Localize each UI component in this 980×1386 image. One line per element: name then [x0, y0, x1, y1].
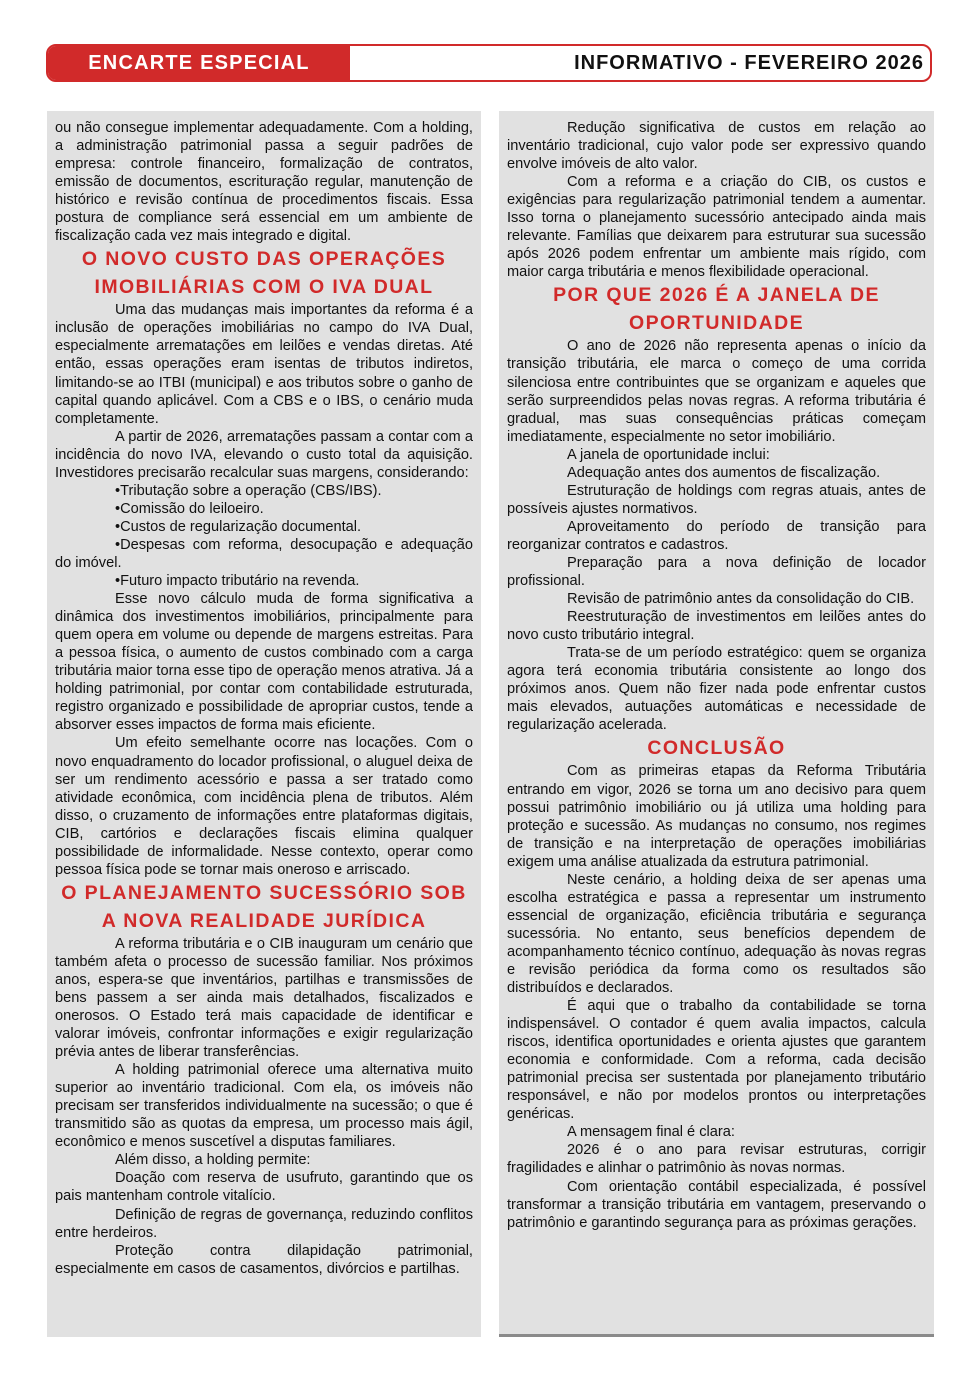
- column-bottom-rule: [499, 1334, 934, 1337]
- paragraph: A reforma tributária e o CIB inauguram um cenário que também afeta o processo de sucessão familiar. Nos próximos anos, espera-se que inventários, partilhas e transmissões de bens passem a ser ainda mais detalhados, fiscalizados e onerosos. O Estado terá mais capacidade de identificar e valorar imóveis, confrontar informações e exigir regularização prévia antes de liberar transferências.: [55, 935, 473, 1061]
- paragraph: Estruturação de holdings com regras atuais, antes de possíveis ajustes normativos.: [507, 482, 926, 517]
- paragraph: Definição de regras de governança, reduzindo conflitos entre herdeiros.: [55, 1206, 473, 1241]
- paragraph: Revisão de patrimônio antes da consolidação do CIB.: [567, 591, 915, 608]
- section-heading: O PLANEJAMENTO SUCESSÓRIO SOB A NOVA REALIDADE JURÍDICA: [61, 881, 467, 932]
- section-heading: O NOVO CUSTO DAS OPERAÇÕES IMOBILIÁRIAS COM O IVA DUAL: [81, 248, 447, 299]
- bullet-item: •Custos de regularização documental.: [115, 518, 362, 535]
- section-heading: POR QUE 2026 É A JANELA DE OPORTUNIDADE: [553, 284, 880, 335]
- paragraph: Proteção contra dilapidação patrimonial, especialmente em casos de casamentos, divórcios e partilhas.: [55, 1242, 473, 1277]
- paragraph: Reestruturação de investimentos em leilões antes do novo custo tributário integral.: [507, 609, 926, 644]
- paragraph: Além disso, a holding permite:: [115, 1152, 311, 1169]
- paragraph: Redução significativa de custos em relação ao inventário tradicional, cujo valor pode ser expressivo quando envolve imóveis de alto valor.: [507, 120, 926, 173]
- paragraph: Com a reforma e a criação do CIB, os custos e exigências para regularização patrimonial tendem a aumentar. Isso torna o planejamento sucessório antecipado ainda mais relevante. Famílias que deixarem para estruturar sua sucessão após 2026 podem enfrentar um ambiente mais rígido, com maior carga tributária e menos flexibilidade operacional.: [507, 174, 926, 281]
- paragraph: Com orientação contábil especializada, é possível transformar a transição tributária em vantagem, preservando o patrimônio e garantindo segurança para as próximas gerações.: [507, 1178, 926, 1231]
- paragraph: Preparação para a nova definição de locador profissional.: [507, 554, 926, 590]
- bullet-item: •Tributação sobre a operação (CBS/IBS).: [115, 482, 382, 499]
- paragraph: Esse novo cálculo muda de forma significativa a dinâmica dos investimentos imobiliários, principalmente para quem opera em volume ou depende de margens estreitas. Para a pessoa física, o aumento de custos combinado com a carga tributária maior torna esse tipo de operação menos atrativa. Já a holding patrimonial, por contar com contabilidade estruturada, registro organizado e possibilidade de apropriar custos, tende a absorver esses impactos de forma mais eficiente.: [55, 591, 473, 734]
- paragraph: O ano de 2026 não representa apenas o início da transição tributária, ele marca o começo de uma corrida silenciosa entre contribuintes que se organizam e aqueles que serão surpreendidos pelas novas regras. A reforma tributária é gradual, mas suas consequências práticas começam imediatamente, especialmente no setor imobiliário.: [507, 338, 926, 445]
- edition-label: INFORMATIVO - FEVEREIRO 2026: [574, 51, 924, 74]
- paragraph: Trata-se de um período estratégico: quem se organiza agora terá economia tributária consistente ao longo dos próximos anos. Quem não fizer nada pode enfrentar custos mais elevados, autuações automáticas e necessidade de regularização acelerada.: [507, 645, 926, 734]
- paragraph: A holding patrimonial oferece uma alternativa muito superior ao inventário tradicional. Com ela, os imóveis não precisam ser transferidos individualmente na sucessão; o que é transmitido são as quotas da empresa, um processo mais ágil, econômico e menos suscetível a disputas familiares.: [55, 1062, 473, 1151]
- bullet-item: •Despesas com reforma, desocupação e adequação do imóvel.: [55, 536, 473, 571]
- paragraph: É aqui que o trabalho da contabilidade se torna indispensável. O contador é quem avalia impactos, calcula riscos, identifica oportunidades e orienta ajustes que garantem economia e conformidade. Com a reforma, cada decisão patrimonial precisa ser sustentada por planejamento tributário responsável, e não por modelos prontos ou interpretações genéricas.: [507, 998, 926, 1123]
- paragraph: ou não consegue implementar adequadamente. Com a holding, a administração patrimonial passa a seguir padrões de empresa: controle financeiro, formalização de contratos, emissão de documentos, escrituração regular, manutenção de histórico e revisão contínua de procedimentos fiscais. Essa postura de compliance será essencial em um ambiente de fiscalização cada vez mais integrado e digital.: [55, 120, 473, 245]
- paragraph: A mensagem final é clara:: [567, 1124, 735, 1141]
- section-heading: CONCLUSÃO: [647, 737, 786, 760]
- paragraph: A partir de 2026, arrematações passam a contar com a incidência do novo IVA, elevando o custo total da aquisição. Investidores precisarão recalcular suas margens, considerando:: [55, 428, 473, 481]
- paragraph: Doação com reserva de usufruto, garantindo que os pais mantenham controle vitalício.: [55, 1170, 473, 1205]
- paragraph: Uma das mudanças mais importantes da reforma é a inclusão de operações imobiliárias no campo do IVA Dual, especialmente arrematações em leilões e vendas diretas. Até então, essas operações eram isentas de tributos indiretos, limitando-se ao ITBI (municipal) e aos tributos sobre o ganho de capital quando aplicável. Com a CBS e o IBS, o cenário muda completamente.: [55, 302, 473, 427]
- right-column: [499, 111, 934, 1334]
- left-column: [47, 111, 481, 1337]
- paragraph: 2026 é o ano para revisar estruturas, corrigir fragilidades e alinhar o patrimônio às novas normas.: [507, 1142, 926, 1177]
- paragraph: Adequação antes dos aumentos de fiscalização.: [567, 464, 881, 481]
- paragraph: A janela de oportunidade inclui:: [567, 446, 770, 463]
- paragraph: Neste cenário, a holding deixa de ser apenas uma escolha estratégica e passa a representar um instrumento essencial de organização, eficiência tributária e segurança sucessória. No entanto, seus benefícios dependem de acompanhamento técnico contínuo, adequação às novas regras e revisão periódica da forma como os resultados são distribuídos e declarados.: [507, 871, 926, 997]
- bullet-item: •Comissão do leiloeiro.: [115, 500, 264, 517]
- paragraph: Um efeito semelhante ocorre nas locações. Com o novo enquadramento do locador profissional, o aluguel deixa de ser um rendimento acessório e passa a ser tratado como atividade econômica, com incidência plena de tributos. Além disso, o cruzamento de informações entre plataformas digitais, CIB, cartórios e declarações fiscais elimina qualquer possibilidade de informalidade. Nesse contexto, operar como pessoa física pode se tornar mais oneroso e arriscado.: [55, 735, 473, 878]
- paragraph: Aproveitamento do período de transição para reorganizar contratos e cadastros.: [507, 518, 926, 553]
- page-header: [46, 44, 932, 82]
- bullet-item: •Futuro impacto tributário na revenda.: [115, 573, 360, 590]
- paragraph: Com as primeiras etapas da Reforma Tributária entrando em vigor, 2026 se torna um ano decisivo para quem possui patrimônio imobiliário ou já utiliza uma holding para proteção e sucessão. As mudanças no consumo, nos regimes de transição e na interpretação de operações imobiliárias exigem uma análise atualizada da estrutura patrimonial.: [507, 763, 926, 870]
- section-label: ENCARTE ESPECIAL: [48, 46, 350, 80]
